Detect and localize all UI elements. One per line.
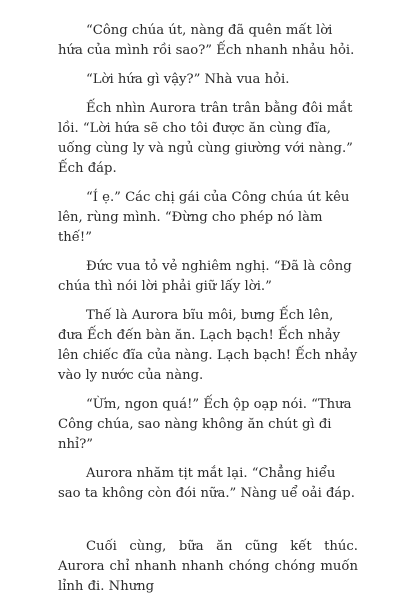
- paragraph-aurora-replies: Aurora nhăm tịt mắt lại. “Chẳng hiểu sao ta không còn đói nữa.” Nàng uể oải đáp.: [58, 466, 355, 501]
- paragraph-king-asks: “Lời hứa gì vậy?” Nhà vua hỏi.: [86, 72, 290, 87]
- paragraph-sisters-react: “Í ẹ.” Các chị gái của Công chúa út kêu lên, rùng mình. “Đừng cho phép nó làm thế!”: [58, 190, 350, 245]
- paragraph-frog-eats: “Ừm, ngon quá!” Ếch ộp oạp nói. “Thưa Công chúa, sao nàng không ăn chút gì đi nhỉ?”: [58, 397, 352, 452]
- section-gap: [58, 513, 358, 537]
- paragraph-frog-promise: Ếch nhìn Aurora trân trân bằng đôi mắt lồi. “Lời hứa sẽ cho tôi được ăn cùng đĩa, uống cùng ly và ngủ cùng giường với nàng.” Ếch đáp.: [58, 101, 353, 176]
- paragraph-meal-ends: Cuối cùng, bữa ăn cũng kết thúc. Aurora chỉ nhanh nhanh chóng chóng muốn lỉnh đi. Nhưng: [58, 539, 358, 594]
- paragraph-dinner-table: Thế là Aurora bĩu môi, bưng Ếch lên, đưa Ếch đến bàn ăn. Lạch bạch! Ếch nhảy lên chiếc đĩa của nàng. Lạch bạch! Ếch nhảy vào ly nước của nàng.: [58, 308, 358, 383]
- paragraph-frog-asks: “Công chúa út, nàng đã quên mất lời hứa của mình rồi sao?” Ếch nhanh nhảu hỏi.: [58, 23, 355, 58]
- paragraph-king-decrees: Đức vua tỏ vẻ nghiêm nghị. “Đã là công chúa thì nói lời phải giữ lấy lời.”: [58, 259, 352, 294]
